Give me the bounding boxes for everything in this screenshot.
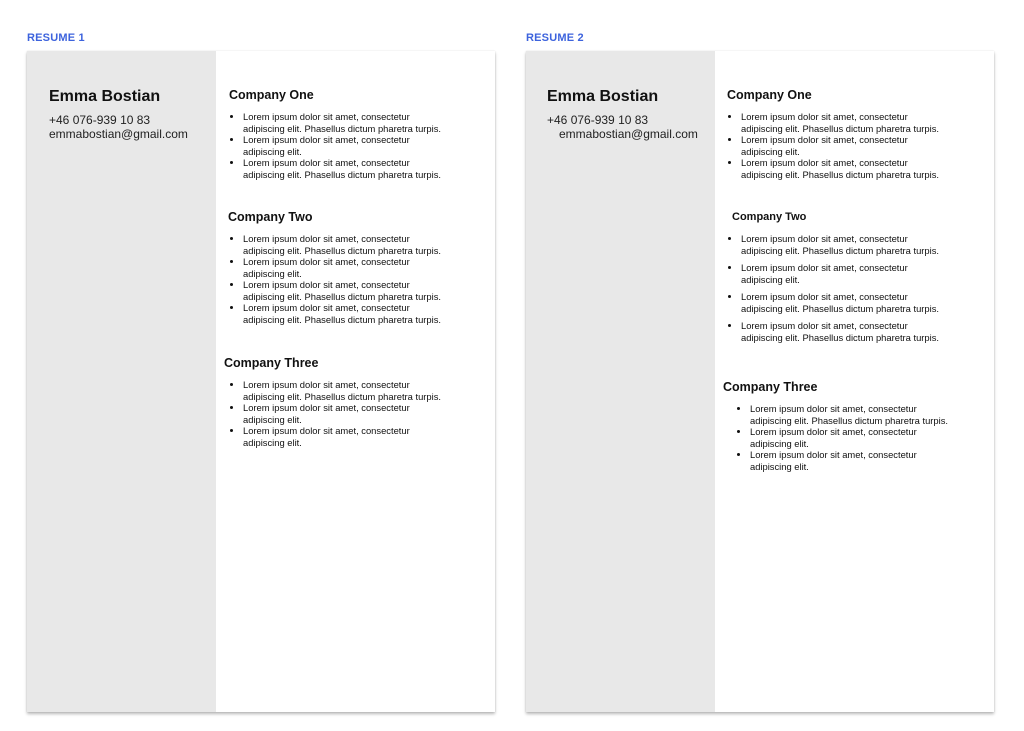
list-item: • Lorem ipsum dolor sit amet, consectetur adipiscing elit. Phasellus dictum pharetra turpis. (741, 157, 939, 180)
company-two-title: Company Two (228, 210, 313, 224)
resume-2-label: RESUME 2 (526, 32, 584, 44)
company-two-bullets (727, 233, 939, 349)
list-item: • Lorem ipsum dolor sit amet, consectetur adipiscing elit. Phasellus dictum pharetra turpis. (243, 157, 441, 180)
resume-1-sidebar (27, 51, 216, 712)
list-item: • Lorem ipsum dolor sit amet, consectetur adipiscing elit. Phasellus dictum pharetra turpis. (750, 403, 948, 426)
company-three-bullets (229, 379, 441, 448)
list-item: • Lorem ipsum dolor sit amet, consectetur adipiscing elit. (750, 449, 948, 472)
company-two-bullets (229, 233, 441, 325)
list-item: • Lorem ipsum dolor sit amet, consectetur adipiscing elit. Phasellus dictum pharetra turpis. (741, 291, 939, 314)
list-item: • Lorem ipsum dolor sit amet, consectetur adipiscing elit. (243, 425, 441, 448)
company-one-bullets (229, 111, 441, 180)
list-item: • Lorem ipsum dolor sit amet, consectetur adipiscing elit. (243, 134, 441, 157)
company-one-bullets (727, 111, 939, 180)
list-item: • Lorem ipsum dolor sit amet, consectetur adipiscing elit. (243, 256, 441, 279)
phone-number: +46 076-939 10 83 (547, 113, 649, 127)
resume-2-sidebar (526, 51, 715, 712)
company-two-title: Company Two (732, 211, 807, 223)
list-item: • Lorem ipsum dolor sit amet, consectetur adipiscing elit. (750, 426, 948, 449)
list-item: • Lorem ipsum dolor sit amet, consectetur adipiscing elit. Phasellus dictum pharetra turpis. (741, 111, 939, 134)
email-address: emmabostian@gmail.com (49, 127, 188, 141)
list-item: • Lorem ipsum dolor sit amet, consectetur adipiscing elit. (243, 402, 441, 425)
candidate-name: Emma Bostian (547, 88, 659, 105)
list-item: • Lorem ipsum dolor sit amet, consectetur adipiscing elit. Phasellus dictum pharetra turpis. (243, 233, 441, 256)
list-item: • Lorem ipsum dolor sit amet, consectetur adipiscing elit. Phasellus dictum pharetra turpis. (243, 111, 441, 134)
resume-2-page (526, 51, 994, 712)
email-address: emmabostian@gmail.com (559, 127, 698, 141)
company-three-title: Company Three (224, 356, 319, 370)
resume-1-label: RESUME 1 (27, 32, 85, 44)
list-item: • Lorem ipsum dolor sit amet, consectetur adipiscing elit. Phasellus dictum pharetra turpis. (243, 279, 441, 302)
list-item: • Lorem ipsum dolor sit amet, consectetur adipiscing elit. (741, 262, 939, 285)
candidate-name: Emma Bostian (49, 88, 161, 105)
company-three-title: Company Three (723, 380, 818, 394)
list-item: • Lorem ipsum dolor sit amet, consectetur adipiscing elit. Phasellus dictum pharetra turpis. (243, 302, 441, 325)
company-three-bullets (736, 403, 948, 472)
company-one-title: Company One (727, 88, 812, 102)
company-one-title: Company One (229, 88, 314, 102)
list-item: • Lorem ipsum dolor sit amet, consectetur adipiscing elit. Phasellus dictum pharetra turpis. (243, 379, 441, 402)
list-item: • Lorem ipsum dolor sit amet, consectetur adipiscing elit. (741, 134, 939, 157)
resume-1-page (27, 51, 495, 712)
list-item: • Lorem ipsum dolor sit amet, consectetur adipiscing elit. Phasellus dictum pharetra turpis. (741, 233, 939, 256)
phone-number: +46 076-939 10 83 (49, 113, 151, 127)
list-item: • Lorem ipsum dolor sit amet, consectetur adipiscing elit. Phasellus dictum pharetra turpis. (741, 320, 939, 343)
